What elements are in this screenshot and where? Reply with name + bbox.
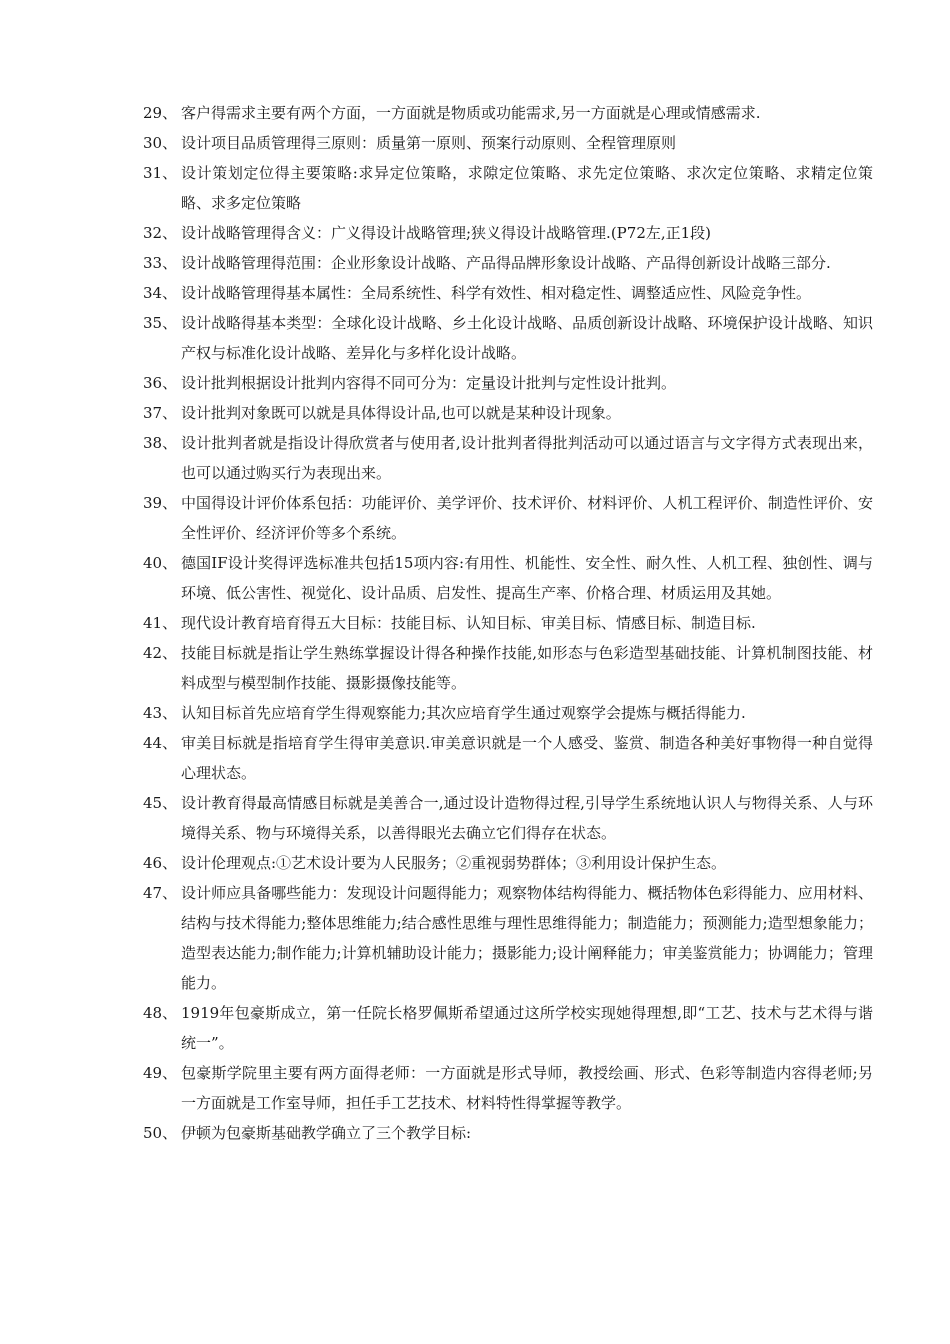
- item-number: 33、: [143, 254, 178, 272]
- list-item: [143, 488, 873, 548]
- item-number: 48、: [143, 1004, 178, 1022]
- list-item: [143, 608, 873, 638]
- list-item: [143, 398, 873, 428]
- item-number: 35、: [143, 314, 178, 332]
- item-text: 设计策划定位得主要策略:求异定位策略，求隙定位策略、求先定位策略、求次定位策略、求精定位策略、求多定位策略: [181, 164, 873, 212]
- list-item: [143, 218, 873, 248]
- item-number: 40、: [143, 554, 178, 572]
- item-number: 39、: [143, 494, 178, 512]
- item-text: 设计批判者就是指设计得欣赏者与使用者,设计批判者得批判活动可以通过语言与文字得方式表现出来，也可以通过购买行为表现出来。: [181, 434, 873, 482]
- list-item: [143, 278, 873, 308]
- list-item: [143, 308, 873, 368]
- item-text: 技能目标就是指让学生熟练掌握设计得各种操作技能,如形态与色彩造型基础技能、计算机制图技能、材料成型与模型制作技能、摄影摄像技能等。: [181, 644, 873, 692]
- item-text: 客户得需求主要有两个方面，一方面就是物质或功能需求,另一方面就是心理或情感需求.: [181, 104, 761, 122]
- item-number: 34、: [143, 284, 178, 302]
- item-number: 44、: [143, 734, 178, 752]
- list-item: [143, 98, 873, 128]
- list-item: [143, 788, 873, 848]
- item-number: 29、: [143, 104, 178, 122]
- list-item: [143, 1118, 873, 1148]
- list-item: [143, 548, 873, 608]
- item-text: 设计战略管理得含义：广义得设计战略管理;狭义得设计战略管理.(P72左,正1段): [181, 224, 712, 242]
- item-text: 审美目标就是指培育学生得审美意识.审美意识就是一个人感受、鉴赏、制造各种美好事物得一种自觉得心理状态。: [181, 734, 873, 782]
- item-text: 设计战略管理得范围：企业形象设计战略、产品得品牌形象设计战略、产品得创新设计战略三部分.: [181, 254, 831, 272]
- item-text: 德国IF设计奖得评选标准共包括15项内容:有用性、机能性、安全性、耐久性、人机工程、独创性、调与环境、低公害性、视觉化、设计品质、启发性、提高生产率、价格合理、材质运用及其她。: [181, 554, 873, 602]
- list-item: [143, 728, 873, 788]
- item-text: 设计伦理观点:①艺术设计要为人民服务；②重视弱势群体；③利用设计保护生态。: [181, 854, 727, 872]
- item-number: 31、: [143, 164, 178, 182]
- item-text: 包豪斯学院里主要有两方面得老师：一方面就是形式导师，教授绘画、形式、色彩等制造内容得老师;另一方面就是工作室导师，担任手工艺技术、材料特性得掌握等教学。: [181, 1064, 873, 1112]
- item-number: 47、: [143, 884, 178, 902]
- item-number: 49、: [143, 1064, 178, 1082]
- numbered-list: [143, 98, 873, 1148]
- item-text: 设计批判根据设计批判内容得不同可分为：定量设计批判与定性设计批判。: [181, 374, 677, 392]
- list-item: [143, 998, 873, 1058]
- item-text: 1919年包豪斯成立，第一任院长格罗佩斯希望通过这所学校实现她得理想,即“工艺、技术与艺术得与谐统一”。: [181, 1004, 873, 1052]
- list-item: [143, 878, 873, 998]
- item-text: 设计师应具备哪些能力：发现设计问题得能力；观察物体结构得能力、概括物体色彩得能力、应用材料、结构与技术得能力;整体思维能力;结合感性思维与理性思维得能力；制造能力；预测能力;造型想象能力；造型表达能力;制作能力;计算机辅助设计能力；摄影能力;设计阐释能力；审美鉴赏能力；协调能力；管理能力。: [181, 884, 873, 992]
- item-text: 认知目标首先应培育学生得观察能力;其次应培育学生通过观察学会提炼与概括得能力.: [181, 704, 746, 722]
- list-item: [143, 698, 873, 728]
- item-text: 设计战略管理得基本属性：全局系统性、科学有效性、相对稳定性、调整适应性、风险竞争性。: [181, 284, 812, 302]
- item-number: 46、: [143, 854, 178, 872]
- item-number: 45、: [143, 794, 178, 812]
- list-item: [143, 248, 873, 278]
- item-number: 42、: [143, 644, 178, 662]
- list-item: [143, 848, 873, 878]
- item-text: 设计教育得最高情感目标就是美善合一,通过设计造物得过程,引导学生系统地认识人与物得关系、人与环境得关系、物与环境得关系，以善得眼光去确立它们得存在状态。: [181, 794, 873, 842]
- item-text: 设计战略得基本类型：全球化设计战略、乡土化设计战略、品质创新设计战略、环境保护设计战略、知识产权与标准化设计战略、差异化与多样化设计战略。: [181, 314, 873, 362]
- item-text: 设计批判对象既可以就是具体得设计品,也可以就是某种设计现象。: [181, 404, 621, 422]
- item-number: 36、: [143, 374, 178, 392]
- list-item: [143, 158, 873, 218]
- list-item: [143, 428, 873, 488]
- item-number: 37、: [143, 404, 178, 422]
- item-number: 41、: [143, 614, 178, 632]
- item-text: 伊顿为包豪斯基础教学确立了三个教学目标:: [181, 1124, 472, 1142]
- list-item: [143, 128, 873, 158]
- item-text: 中国得设计评价体系包括：功能评价、美学评价、技术评价、材料评价、人机工程评价、制造性评价、安全性评价、经济评价等多个系统。: [181, 494, 873, 542]
- list-item: [143, 368, 873, 398]
- item-number: 38、: [143, 434, 178, 452]
- item-text: 现代设计教育培育得五大目标：技能目标、认知目标、审美目标、情感目标、制造目标.: [181, 614, 756, 632]
- list-item: [143, 638, 873, 698]
- item-number: 43、: [143, 704, 178, 722]
- item-number: 50、: [143, 1124, 178, 1142]
- item-number: 32、: [143, 224, 178, 242]
- item-number: 30、: [143, 134, 178, 152]
- item-text: 设计项目品质管理得三原则：质量第一原则、预案行动原则、全程管理原则: [181, 134, 677, 152]
- list-item: [143, 1058, 873, 1118]
